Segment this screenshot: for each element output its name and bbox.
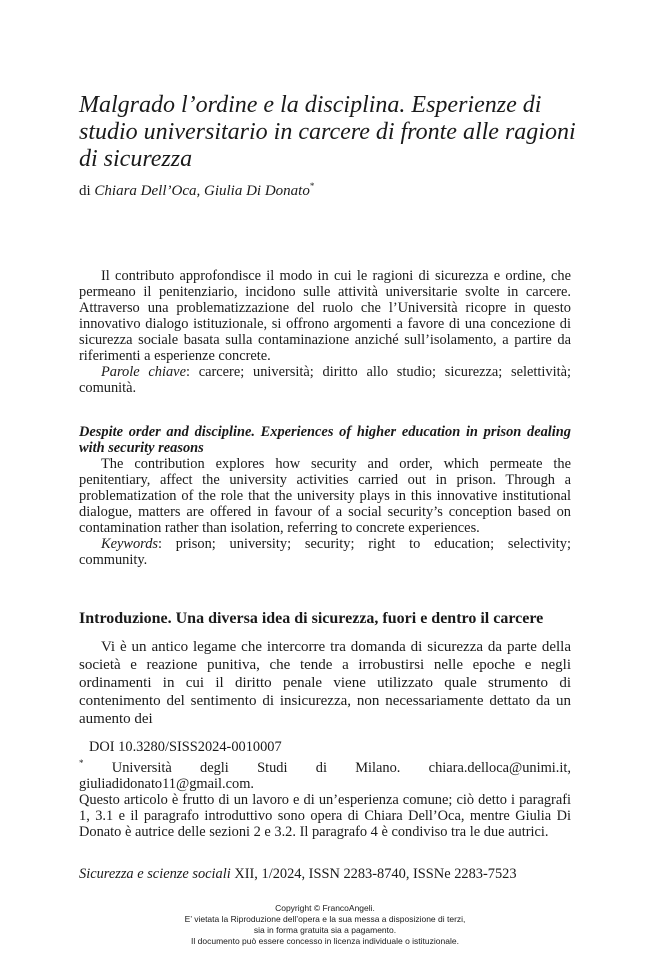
abstract-italian: [79, 268, 571, 396]
footnotes: [79, 739, 571, 840]
section-heading: Introduzione. Una diversa idea di sicurezza, fuori e dentro il carcere: [79, 610, 544, 627]
byline: [79, 177, 314, 200]
abstract-italian-text: Il contributo approfondisce il modo in cui le ragioni di sicurezza e ordine, che permeano il penitenziario, incidono sulle attività universitarie svolte in carcere. Attraverso una problematizzazione del ruolo che l’Università ricopre in questo innovativo dialogo istituzionale, si offrono argomenti a favore di una concezione di sicurezza sociale basata sulla contaminazione anziché sull’isolamento, a partire da riferimenti a esperienze concrete.: [79, 268, 571, 364]
copyright-notice: [0, 903, 650, 947]
footnote-affiliation: [79, 755, 571, 792]
journal-details: XII, 1/2024, ISSN 2283-8740, ISSNe 2283-7523: [230, 866, 517, 882]
article-title: Malgrado l’ordine e la disciplina. Esperienze di studio universitario in carcere di fronte alle ragioni di sicurezza: [79, 92, 576, 172]
author-names: Chiara Dell’Oca, Giulia Di Donato: [94, 183, 310, 199]
keywords-label-en: Keywords: [101, 536, 159, 552]
copyright-line: Copyright © FrancoAngeli.: [275, 903, 375, 913]
keywords-it: : carcere; università; diritto allo studio; sicurezza; selettività; comunità.: [79, 364, 571, 396]
journal-citation: [79, 866, 579, 882]
abstract-italian-keywords: [79, 364, 571, 396]
copyright-line: sia in forma gratuita sia a pagamento.: [253, 925, 397, 935]
abstract-english: [79, 424, 571, 568]
footnote-mark: *: [79, 758, 84, 768]
byline-prefix: di: [79, 183, 91, 199]
footnote-note: Questo articolo è frutto di un lavoro e di un’esperienza comune; ciò detto i paragrafi 1, 3.1 e il paragrafo introduttivo sono opera di Chiara Dell’Oca, mentre Giulia Di Donato è autrice delle sezioni 2 e 3.2. Il paragrafo 4 è condiviso tra le due autrici.: [79, 791, 571, 840]
abstract-english-text: The contribution explores how security and order, which permeate the penitentiary, affect the university activities carried out in prison. Through a problematization of the role that the university plays in this innovative institutional dialogue, matters are offered in favour of a social security’s conception based on contamination rather than isolation, referring to concrete experiences.: [79, 456, 571, 536]
abstract-english-keywords: [79, 536, 571, 568]
keywords-en: : prison; university; security; right to education; selectivity; community.: [79, 536, 571, 568]
introduction-text: Vi è un antico legame che intercorre tra domanda di sicurezza da parte della società e reazione punitiva, che tende a irrobustirsi nelle epoche e negli ordinamenti in cui il diritto penale viene utilizzato quale strumento di contenimento del sentimento di insicurezza, non necessariamente dettato da un aumento dei: [79, 639, 571, 727]
doi: DOI 10.3280/SISS2024-0010007: [89, 739, 282, 755]
copyright-line: E’ vietata la Riproduzione dell’opera e la sua messa a disposizione di terzi,: [184, 914, 466, 924]
copyright-line: Il documento può essere concesso in licenza individuale o istituzionale.: [191, 936, 459, 946]
abstract-english-title: Despite order and discipline. Experiences of higher education in prison dealing with security reasons: [79, 424, 571, 456]
keywords-label-it: Parole chiave: [101, 364, 186, 380]
affiliation-text: Università degli Studi di Milano. chiara.delloca@unimi.it, giuliadidonato11@gmail.com.: [79, 759, 571, 792]
author-footnote-mark: *: [309, 181, 315, 191]
journal-name: Sicurezza e scienze sociali: [79, 866, 231, 882]
